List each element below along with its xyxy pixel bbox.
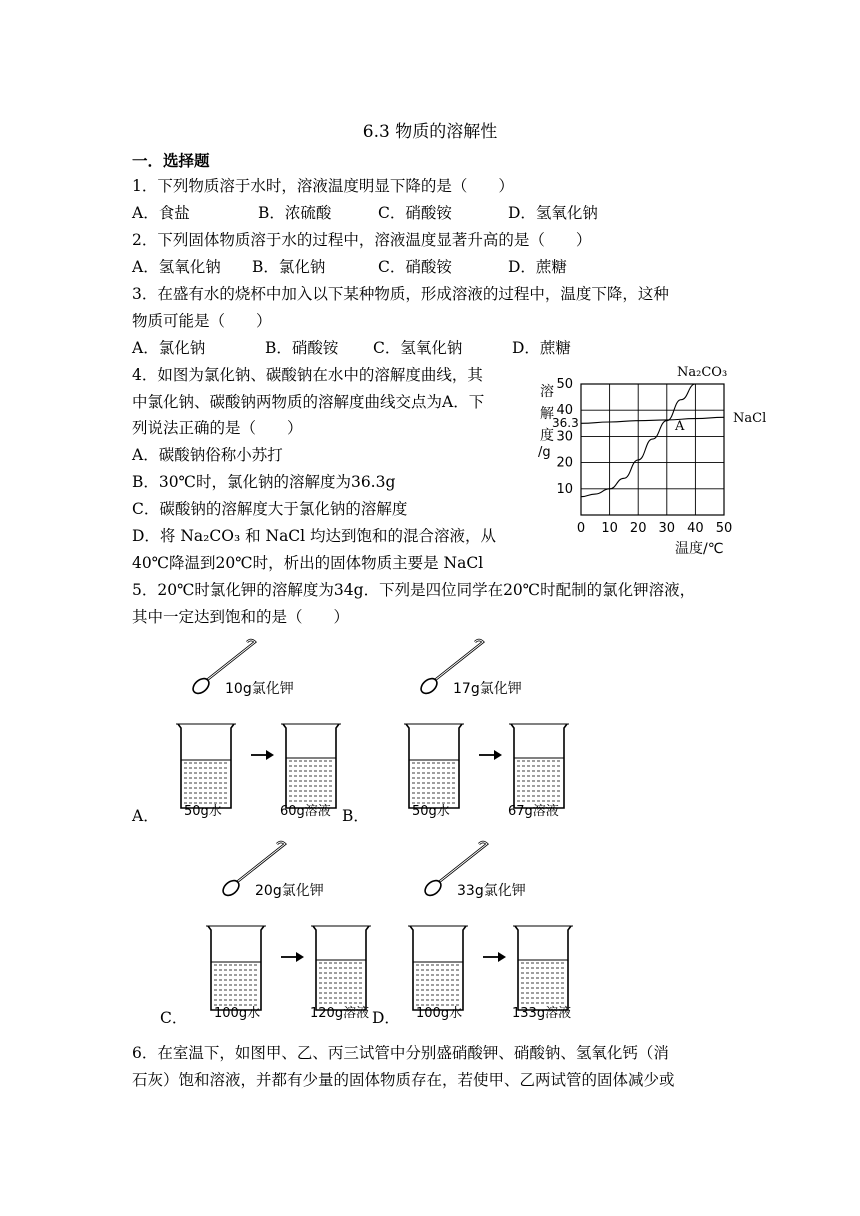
question-4-stem-line2: 中氯化钠、碳酸钠两物质的溶解度曲线交点为A．下 (132, 393, 485, 411)
x-tick-label: 20 (629, 521, 647, 536)
arrow-icon (251, 750, 274, 760)
x-axis-label: 温度/℃ (675, 541, 724, 557)
q2-option-d: D．蔗糖 (508, 258, 567, 276)
q3-option-c: C．氢氧化钠 (373, 339, 463, 357)
q5-option-letter-d: D． (372, 1009, 400, 1027)
ylabel-char-1: 溶 (540, 384, 554, 400)
series-label-nacl: NaCl (733, 411, 767, 426)
solute-label: 10g氯化钾 (225, 681, 294, 697)
chart-series (581, 384, 724, 497)
q4-option-a: A．碳酸钠俗称小苏打 (132, 446, 283, 464)
water-label: 50g水 (412, 804, 450, 819)
q4-option-d-line1: D．将 Na₂CO₃ 和 NaCl 均达到饱和的混合溶液，从 (132, 527, 497, 545)
beaker-before-icon (408, 926, 468, 1010)
question-1-stem: 1．下列物质溶于水时，溶液温度明显下降的是（ ） (132, 177, 514, 195)
arrow-icon (281, 952, 304, 962)
x-tick-label: 40 (687, 521, 704, 536)
q1-option-c: C．硝酸铵 (378, 204, 452, 222)
beaker-after-icon (281, 724, 341, 808)
solution-label: 67g溶液 (508, 804, 559, 819)
beaker-after-icon (509, 724, 569, 808)
beaker-before-icon (176, 724, 236, 808)
beaker-before-icon (404, 724, 464, 808)
solution-label: 133g溶液 (512, 1006, 572, 1021)
chart-ticks (556, 377, 732, 536)
question-5-stem-line2: 其中一定达到饱和的是（ ） (132, 608, 350, 626)
ylabel-char-2: 解 (540, 406, 554, 422)
q5-option-letter-c: C． (160, 1009, 188, 1027)
y-tick-label: 20 (556, 455, 573, 471)
y-tick-36-3: 36.3 (552, 416, 579, 430)
plot-frame (581, 384, 724, 515)
x-tick-label: 0 (576, 521, 586, 536)
question-5-stem-line1: 5．20℃时氯化钾的溶解度为34g．下列是四位同学在20℃时配制的氯化钾溶液， (132, 581, 696, 599)
series-label-na2co3: Na₂CO₃ (677, 365, 728, 380)
question-6-stem-line2: 石灰）饱和溶液，并都有少量的固体物质存在，若使甲、乙两试管的固体减少或 (132, 1071, 675, 1089)
q5-option-letter-b: B． (342, 807, 369, 825)
ylabel-unit: /g (538, 445, 551, 460)
q4-option-d-line2: 40℃降温到20℃时，析出的固体物质主要是 NaCl (132, 554, 484, 572)
beaker-before-icon (206, 926, 266, 1010)
y-tick-label: 50 (556, 377, 573, 392)
q2-option-a: A．氢氧化钠 (132, 258, 221, 276)
q5-figure-a (140, 640, 370, 830)
water-label: 100g水 (214, 1006, 261, 1021)
solution-label: 120g溶液 (310, 1006, 370, 1021)
question-6-stem-line1: 6．在室温下，如图甲、乙、丙三试管中分别盛硝酸钾、硝酸钠、氢氧化钙（消 (132, 1044, 669, 1062)
q5-option-letter-a: A． (132, 807, 159, 825)
q2-option-c: C．硝酸铵 (378, 258, 452, 276)
q4-option-c: C．碳酸钠的溶解度大于氯化钠的溶解度 (132, 500, 408, 518)
question-2-stem: 2．下列固体物质溶于水的过程中，溶液温度显著升高的是（ ） (132, 231, 592, 249)
question-3-stem-line1: 3．在盛有水的烧杯中加入以下某种物质，形成溶液的过程中，温度下降，这种 (132, 285, 669, 303)
arrow-icon (479, 750, 502, 760)
q5-figure-c (170, 842, 400, 1032)
q4-option-b: B．30℃时，氯化钠的溶解度为36.3g (132, 473, 396, 491)
q5-figure-d (372, 842, 602, 1032)
q3-option-b: B．硝酸铵 (265, 339, 339, 357)
beaker-after-icon (311, 926, 371, 1010)
chart-grid (581, 384, 724, 515)
solute-label: 20g氯化钾 (255, 883, 324, 899)
q1-option-b: B．浓硫酸 (258, 204, 332, 222)
page-title: 6.3 物质的溶解性 (362, 122, 498, 142)
y-tick-label: 30 (556, 429, 573, 445)
q5-figure-b (368, 640, 598, 830)
series-line-nacl (581, 417, 724, 423)
intersection-label-a: A (675, 419, 685, 434)
solute-label: 33g氯化钾 (457, 883, 526, 899)
q1-option-a: A．食盐 (132, 204, 190, 222)
y-tick-label: 10 (556, 481, 573, 497)
q2-option-b: B．氯化钠 (252, 258, 326, 276)
y-tick-label: 40 (556, 403, 573, 419)
x-tick-label: 30 (658, 521, 676, 536)
solute-label: 17g氯化钾 (453, 681, 522, 697)
solution-label: 60g溶液 (280, 804, 331, 819)
ylabel-char-3: 度 (540, 428, 554, 444)
beaker-after-icon (513, 926, 573, 1010)
solubility-chart (528, 360, 768, 565)
section-heading: 一．选择题 (132, 151, 210, 170)
q3-option-d: D．蔗糖 (512, 339, 571, 357)
x-tick-label: 50 (715, 521, 733, 536)
question-4-stem-line3: 列说法正确的是（ ） (132, 419, 303, 437)
question-3-stem-line2: 物质可能是（ ） (132, 312, 272, 330)
question-4-stem-line1: 4．如图为氯化钠、碳酸钠在水中的溶解度曲线，其 (132, 366, 483, 384)
x-tick-label: 10 (601, 521, 618, 536)
arrow-icon (483, 952, 506, 962)
q3-option-a: A．氯化钠 (132, 339, 206, 357)
water-label: 100g水 (416, 1006, 463, 1021)
q1-option-d: D．氢氧化钠 (508, 204, 598, 222)
water-label: 50g水 (184, 804, 222, 819)
